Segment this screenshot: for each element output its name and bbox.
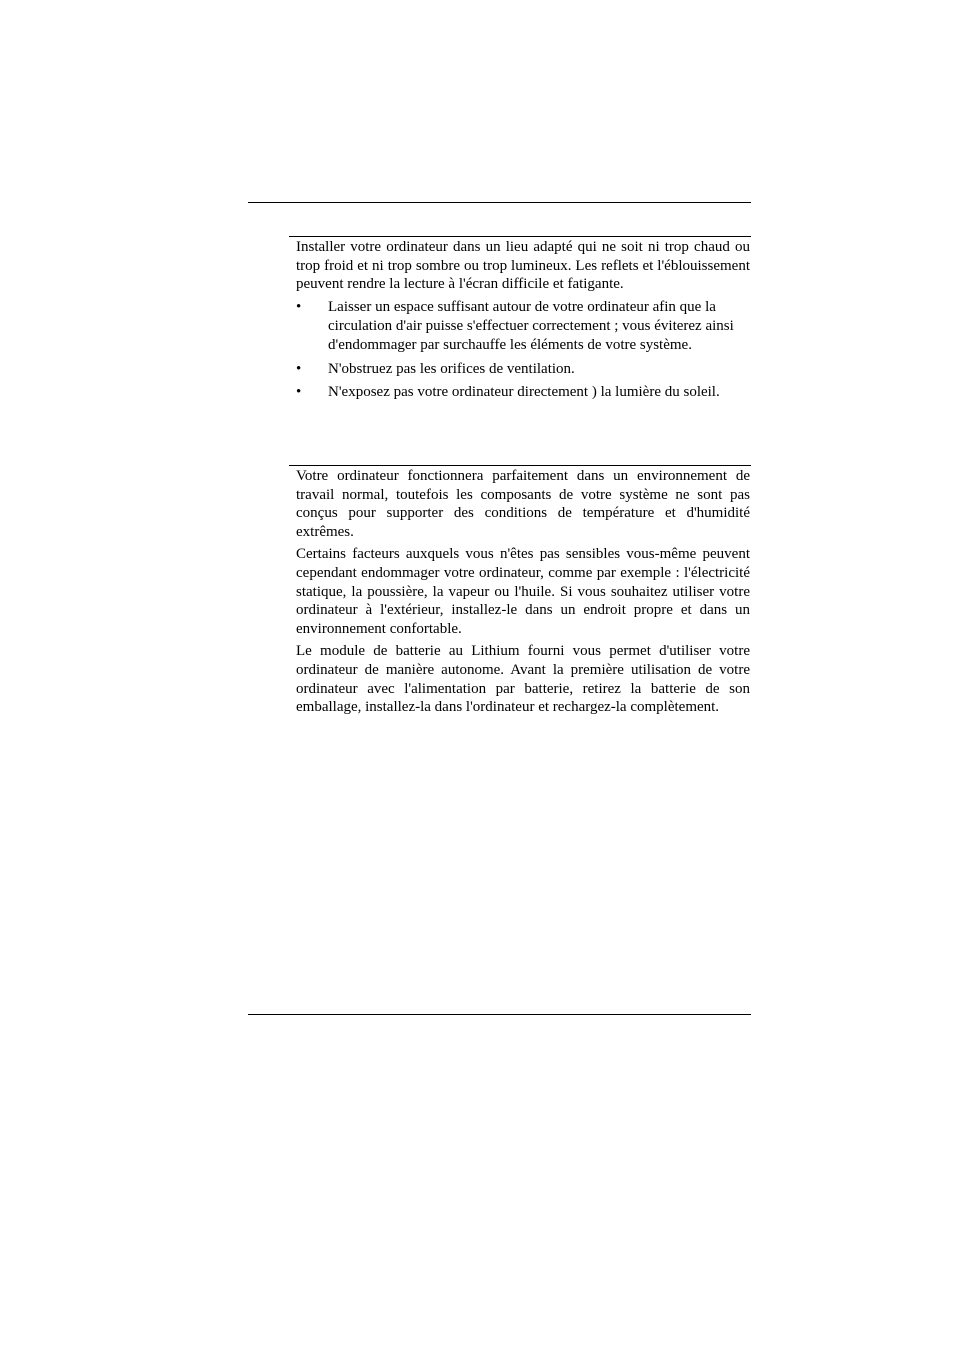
list-item [296, 298, 750, 356]
section-divider-installation [289, 236, 751, 237]
footer-rule [248, 1014, 751, 1015]
list-item-text: N'obstruez pas les orifices de ventilation. [328, 360, 575, 377]
battery-paragraph: Le module de batterie au Lithium fourni vous permet d'utiliser votre ordinateur de manière autonome. Avant la première utilisation de votre ordinateur avec l'alimentation par batterie, retirez la batterie de son emballage, installez-la dans l'ordinateur et rechargez-la complètement. [296, 643, 750, 716]
section-environment [296, 467, 750, 721]
list-item [296, 383, 750, 402]
header-rule [248, 202, 751, 203]
bullet-icon: • [296, 383, 302, 400]
environment-paragraph-2: Certains facteurs auxquels vous n'êtes pas sensibles vous-même peuvent cependant endommager votre ordinateur, comme par exemple : l'électricité statique, la poussière, la vapeur ou l'huile. Si vous souhaitez utiliser votre ordinateur à l'extérieur, installez-le dans un endroit propre et dans un environnement confortable. [296, 546, 750, 637]
environment-paragraph-1: Votre ordinateur fonctionnera parfaitement dans un environnement de travail normal, toutefois les composants de votre système ne sont pas conçus pour supporter des conditions de température et d'humidité extrêmes. [296, 468, 750, 540]
bullet-icon: • [296, 360, 302, 377]
list-item [296, 360, 750, 379]
list-item-text: N'exposez pas votre ordinateur directement ) la lumière du soleil. [328, 383, 720, 400]
list-item-text: Laisser un espace suffisant autour de votre ordinateur afin que la circulation d'air puisse s'effectuer correctement ; vous éviterez ainsi d'endommager par surchauffe les éléments de votre système. [328, 298, 734, 354]
section-installation [296, 238, 750, 406]
installation-bullet-list [296, 298, 750, 402]
bullet-icon: • [296, 298, 302, 315]
section-divider-environment [289, 465, 751, 466]
installation-intro-paragraph: Installer votre ordinateur dans un lieu adapté qui ne soit ni trop chaud ou trop froid et ni trop sombre ou trop lumineux. Les reflets et l'éblouissement peuvent rendre la lecture à l'écran difficile et fatigante. [296, 239, 750, 293]
